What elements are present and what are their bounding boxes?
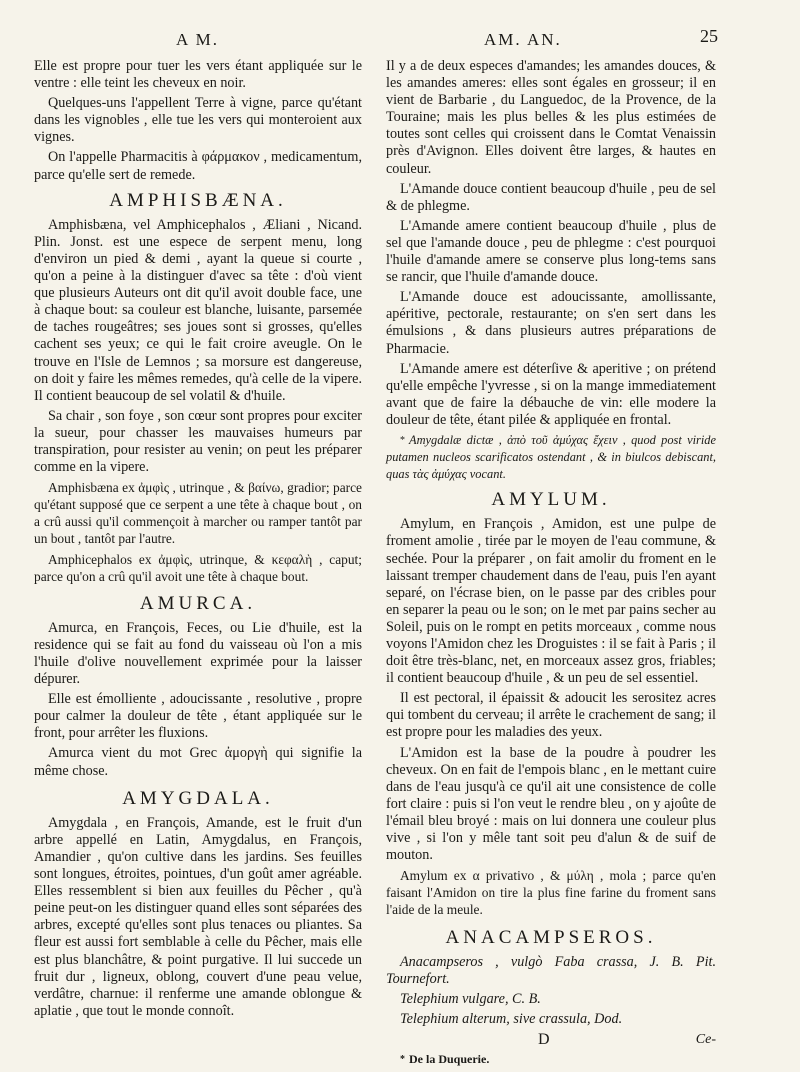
etymology-paragraph: Amphisbæna ex ἀμφὶς , utrinque , & βαίνω, gradior; parce qu'étant supposé que ce serpent a une tête à chaque bout , on a crû aussi qu'il commençoit à marcher ou ramper tantôt par un bout , tantôt par l'autre. xyxy=(34,480,362,547)
paragraph: Amurca vient du mot Grec ἀμοργὴ qui signifie la même chose. xyxy=(34,745,362,779)
synonym-line: Anacampseros , vulgò Faba crassa, J. B. Pit. Tournefort. xyxy=(386,953,716,987)
entry-heading-amurca: AMURCA. xyxy=(139,592,257,614)
page-number: 25 xyxy=(700,26,718,46)
running-head xyxy=(0,26,800,54)
signature-mark: D xyxy=(538,1030,550,1048)
catchword: Ce- xyxy=(695,1031,716,1047)
paragraph: L'Amande amere contient beaucoup d'huile , plus de sel que l'amande douce , peu de phlegme : c'est pourquoi l'huile d'amande amere se conserve plus long-tems sans se rancir, que l'huile d'amande douce. xyxy=(386,217,716,286)
asterisk-mark: * xyxy=(400,434,405,446)
synonym-line: Telephium vulgare, C. B. xyxy=(400,990,541,1007)
paragraph: Amurca, en François, Feces, ou Lie d'huile, est la residence qui se fait au fond du vaisseau où l'on a mis l'huile d'olive nouvellement exprimée pour la laisser dépurer. xyxy=(34,619,362,688)
running-head-left: A M. xyxy=(176,30,219,49)
entry-heading-amylum: AMYLUM. xyxy=(491,489,611,511)
etymology-paragraph xyxy=(386,432,716,483)
paragraph: L'Amande douce est adoucissante, amollissante, apéritive, pectorale, restaurante; on s'en sert dans les émulsions , & dans plusieurs autres préparations de Pharmacie. xyxy=(386,289,716,357)
paragraph: Amygdala , en François, Amande, est le fruit d'un arbre appellé en Latin, Amygdalus, en François, Amandier , qu'on cultive dans les jardins. Ses feuilles sont longues, étroites, pointues, d'un goût amer agréable. Elles ressemblent si bien aux feuilles du Pêcher , qu'à peine peut-on les distinguer quand elles sont séparées des arbres, excepté qu'elles sont plus tenaces ou pliantes. Sa fleur est aussi fort semblable à celle du Pêcher, mais elle est plus blanchâtre, & point purgative. Il lui succede un fruit dur , ligneux, oblong, couvert d'une peau velue, verdâtre, charnue: il renferme une amande oblongue & aplatie , que tout le monde connoît. xyxy=(34,814,362,1019)
synonym-line: Telephium alterum, sive crassula, Dod. xyxy=(400,1010,623,1027)
paragraph: Amylum, en François , Amidon, est une pulpe de froment amolie , tirée par le moyen de l'eau commune, & sechée. Pour la préparer , on fait amolir du froment en le laissant tremper chaudement dans de l'eau, puis l'en ayant separé, on l'écrase bien, on le passe par des cribles pour en separer la peau ou le son; on le met par pains secher au Soleil, puis on le rompt en petits morceaux , comme nous voyons l'Amidon chez les Droguistes : il se fait à Paris ; il doit être très-blanc, net, en morceaux assez gros, friables; il contient beaucoup d'huile , & un peu de sel essentiel. xyxy=(386,516,716,687)
asterisk-mark: * xyxy=(400,1053,405,1065)
etymology-paragraph: Amphicephalos ex ἀμφὶς, utrinque, & κεφαλὴ , caput; parce qu'on a crû qu'il avoit une tête à chaque bout. xyxy=(34,551,362,584)
paragraph: L'Amidon est la base de la poudre à poudrer les cheveux. On en fait de l'empois blanc , en le mettant cuire dans de l'eau jusqu'à ce qu'il ait une consistence de colle fort claire : puis si l'on veut le rendre bleu , on y ajoûte de l'émail bleu broyé : mais on lui donnera une couleur plus vive , si l'on y mêle tant soit peu d'alun & de suif de mouton. xyxy=(386,744,716,864)
signature-line xyxy=(386,1031,716,1051)
paragraph: Sa chair , son foye , son cœur sont propres pour exciter la sueur, pour chasser les mauvaises humeurs par transpiration, pour resister au venin; on peut les préparer comme en la vipere. xyxy=(34,407,362,476)
etymology-text: Amygdalæ dictæ , ἀπὸ τοῦ ἀμύχας ἔχειν , quod post viride putamen nucleos scarificatos ostendant , & in biulcos debiscant, quas τὰς ἀμύχας vocant. xyxy=(386,432,716,482)
paragraph: L'Amande douce contient beaucoup d'huile , peu de sel & de phlegme. xyxy=(386,180,716,214)
paragraph: Elle est émolliente , adoucissante , resolutive , propre pour calmer la douleur de tête , étant appliquée sur le front, pour arrêter les fluxions. xyxy=(34,691,362,742)
etymology-paragraph: Amylum ex α privativo , & μύλη , mola ; parce qu'en faisant l'Amidon on tire la plus fine farine du froment sans l'aide de la meule. xyxy=(386,868,716,918)
paragraph: Elle est propre pour tuer les vers étant appliquée sur le ventre : elle teint les cheveux en noir. xyxy=(34,58,362,92)
paragraph: L'Amande amere est déterſive & aperitive ; on prétend qu'elle empêche l'yvresse , si on la mange immediatement avant que de faire la débauche de vin: elle modere la douleur de tête, étant pilée & appliquée en frontal. xyxy=(386,360,716,428)
paragraph: Il y a de deux especes d'amandes; les amandes douces, & les amandes ameres: elles sont égales en grosseur; il en vient de Barbarie , du Languedoc, de la Provence, de la Touraine; mais les plus belles & les plus estimées de toutes sont celles qui croissent dans le Comtat Venaissin près d'Avignon. Elles doivent être larges, & hautes en couleur. xyxy=(386,58,716,177)
bottom-footnote xyxy=(386,1051,716,1068)
left-column xyxy=(34,58,362,1023)
entry-heading-anacampseros: ANACAMPSEROS. xyxy=(445,926,657,948)
paragraph: Il est pectoral, il épaissit & adoucit les serositez acres qui tombent du cerveau; il arrête le crachement de sang; il est propre pour les maladies des yeux. xyxy=(386,690,716,741)
paragraph: Amphisbæna, vel Amphicephalos , Æliani , Nicand. Plin. Jonst. est une espece de serpent menu, long d'environ un pied & demi , ayant la queue si courte , qu'on a peine à la distinguer d'avec sa tête : d'où vient que plusieurs Auteurs ont dit qu'il avoit double face, une à chaque bout: sa couleur est blanche, luisante, parsemée de taches rougeâtres; ses joues sont si grosses, qu'elles cachent ses yeux; ce qui le fait croire aveugle. On le trouve en l'Isle de Lemnos ; sa morsure est dangereuse, on doit y faire les mêmes remedes, qu'à celle de la vipere. Il contient beaucoup de sel volatil & d'huile. xyxy=(34,216,362,404)
footnote-text: De la Duquerie. xyxy=(409,1051,490,1066)
paragraph: Quelques-uns l'appellent Terre à vigne, parce qu'étant dans les vignobles , elle tue les vers qui monteroient aux vignes. xyxy=(34,95,362,146)
entry-heading-amygdala: AMYGDALA. xyxy=(122,787,274,809)
running-head-right: AM. AN. xyxy=(484,30,562,49)
entry-heading-amphisbaena: AMPHISBÆNA. xyxy=(109,189,287,211)
right-column xyxy=(386,58,716,1071)
paragraph: On l'appelle Pharmacitis à φάρμακον , medicamentum, parce qu'elle sert de remede. xyxy=(34,149,362,183)
